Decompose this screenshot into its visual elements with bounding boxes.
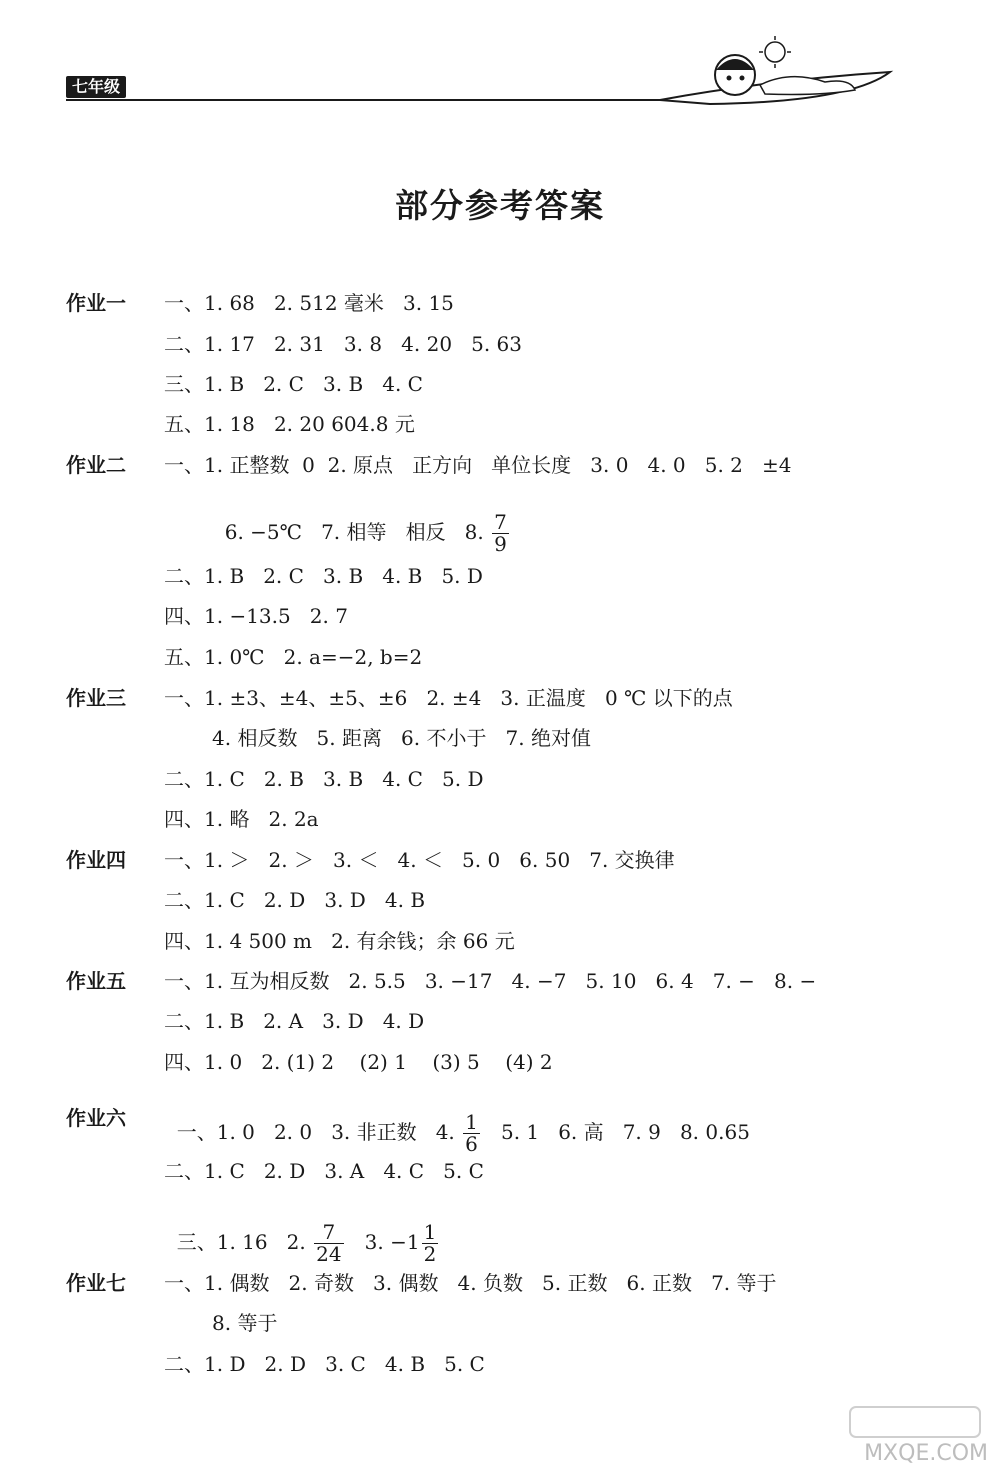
watermark-logo: [790, 1405, 990, 1465]
answer-text: 6. −5℃ 7. 相等 相反 8.: [224, 520, 491, 544]
fraction: [422, 1222, 439, 1265]
answer-line: 二、1. B 2. C 3. B 4. B 5. D: [164, 564, 483, 588]
homework-label-3: 作业三: [66, 686, 126, 710]
homework-label-1: 作业一: [66, 291, 126, 315]
fraction-numerator: 7: [494, 510, 507, 534]
answer-line: 一、1. 正整数 0 2. 原点 正方向 单位长度 3. 0 4. 0 5. 2 ±4: [164, 453, 792, 477]
grade-badge: 七年级: [66, 76, 126, 98]
fraction-numerator: 7: [314, 1222, 343, 1244]
answer-line: 一、1. ±3、±4、±5、±6 2. ±4 3. 正温度 0 ℃ 以下的点: [164, 686, 733, 710]
answer-text: 5. 1 6. 高 7. 9 8. 0.65: [481, 1120, 750, 1144]
answer-line: 二、1. C 2. B 3. B 4. C 5. D: [164, 767, 484, 791]
answer-line: 二、1. C 2. D 3. D 4. B: [164, 888, 426, 912]
answer-line: 8. 等于: [212, 1311, 278, 1335]
answer-line: 五、1. 18 2. 20 604.8 元: [164, 412, 415, 436]
fraction-denominator: 2: [423, 1242, 437, 1266]
homework-label-4: 作业四: [66, 848, 126, 872]
answer-line: 一、1. 68 2. 512 毫米 3. 15: [164, 291, 454, 315]
answer-line: 二、1. B 2. A 3. D 4. D: [164, 1009, 425, 1033]
answer-line: 四、1. 0 2. (1) 2 (2) 1 (3) 5 (4) 2: [164, 1050, 553, 1074]
answer-line: 四、1. −13.5 2. 7: [164, 604, 348, 628]
fraction-denominator: 24: [316, 1242, 342, 1266]
fraction-denominator: 6: [465, 1132, 478, 1156]
homework-label-2: 作业二: [66, 453, 126, 477]
homework-label-6: 作业六: [66, 1106, 126, 1130]
answer-line: [164, 1198, 440, 1265]
answer-text: 3. −1: [345, 1230, 420, 1254]
answer-line: 五、1. 0℃ 2. a=−2, b=2: [164, 645, 423, 669]
fraction-numerator: 1: [423, 1220, 437, 1244]
answer-line: 二、1. D 2. D 3. C 4. B 5. C: [164, 1352, 485, 1376]
answer-line: 二、1. C 2. D 3. A 4. C 5. C: [164, 1159, 484, 1183]
answer-text: 三、1. 16 2.: [176, 1230, 313, 1254]
page-title: 部分参考答案: [395, 186, 605, 225]
fraction-denominator: 9: [494, 532, 507, 556]
answer-line: 二、1. 17 2. 31 3. 8 4. 20 5. 63: [164, 332, 523, 356]
answer-line: 4. 相反数 5. 距离 6. 不小于 7. 绝对值: [212, 726, 591, 750]
answer-line: 一、1. ＞ 2. ＞ 3. ＜ 4. ＜ 5. 0 6. 50 7. 交换律: [164, 848, 675, 872]
answer-line: 四、1. 4 500 m 2. 有余钱；余 66 元: [164, 929, 515, 953]
fraction: [314, 1222, 343, 1265]
answer-line: 一、1. 互为相反数 2. 5.5 3. −17 4. −7 5. 10 6. 4 7. − 8. −: [164, 969, 817, 993]
homework-label-7: 作业七: [66, 1271, 126, 1295]
answer-line: 一、1. 偶数 2. 奇数 3. 偶数 4. 负数 5. 正数 6. 正数 7. 等于: [164, 1271, 777, 1295]
fraction: [463, 1112, 480, 1155]
answer-line: [212, 488, 511, 555]
mascot-illustration: [650, 30, 900, 110]
answer-text: 一、1. 0 2. 0 3. 非正数 4.: [176, 1120, 462, 1144]
watermark-text: MXQE.COM: [864, 1441, 988, 1465]
homework-label-5: 作业五: [66, 969, 126, 993]
answer-line: 三、1. B 2. C 3. B 4. C: [164, 372, 423, 396]
answer-line: 四、1. 略 2. 2a: [164, 807, 319, 831]
fraction-numerator: 1: [465, 1110, 478, 1134]
fraction: [492, 512, 509, 555]
answer-line: [164, 1088, 750, 1155]
header-rule: [66, 99, 666, 101]
